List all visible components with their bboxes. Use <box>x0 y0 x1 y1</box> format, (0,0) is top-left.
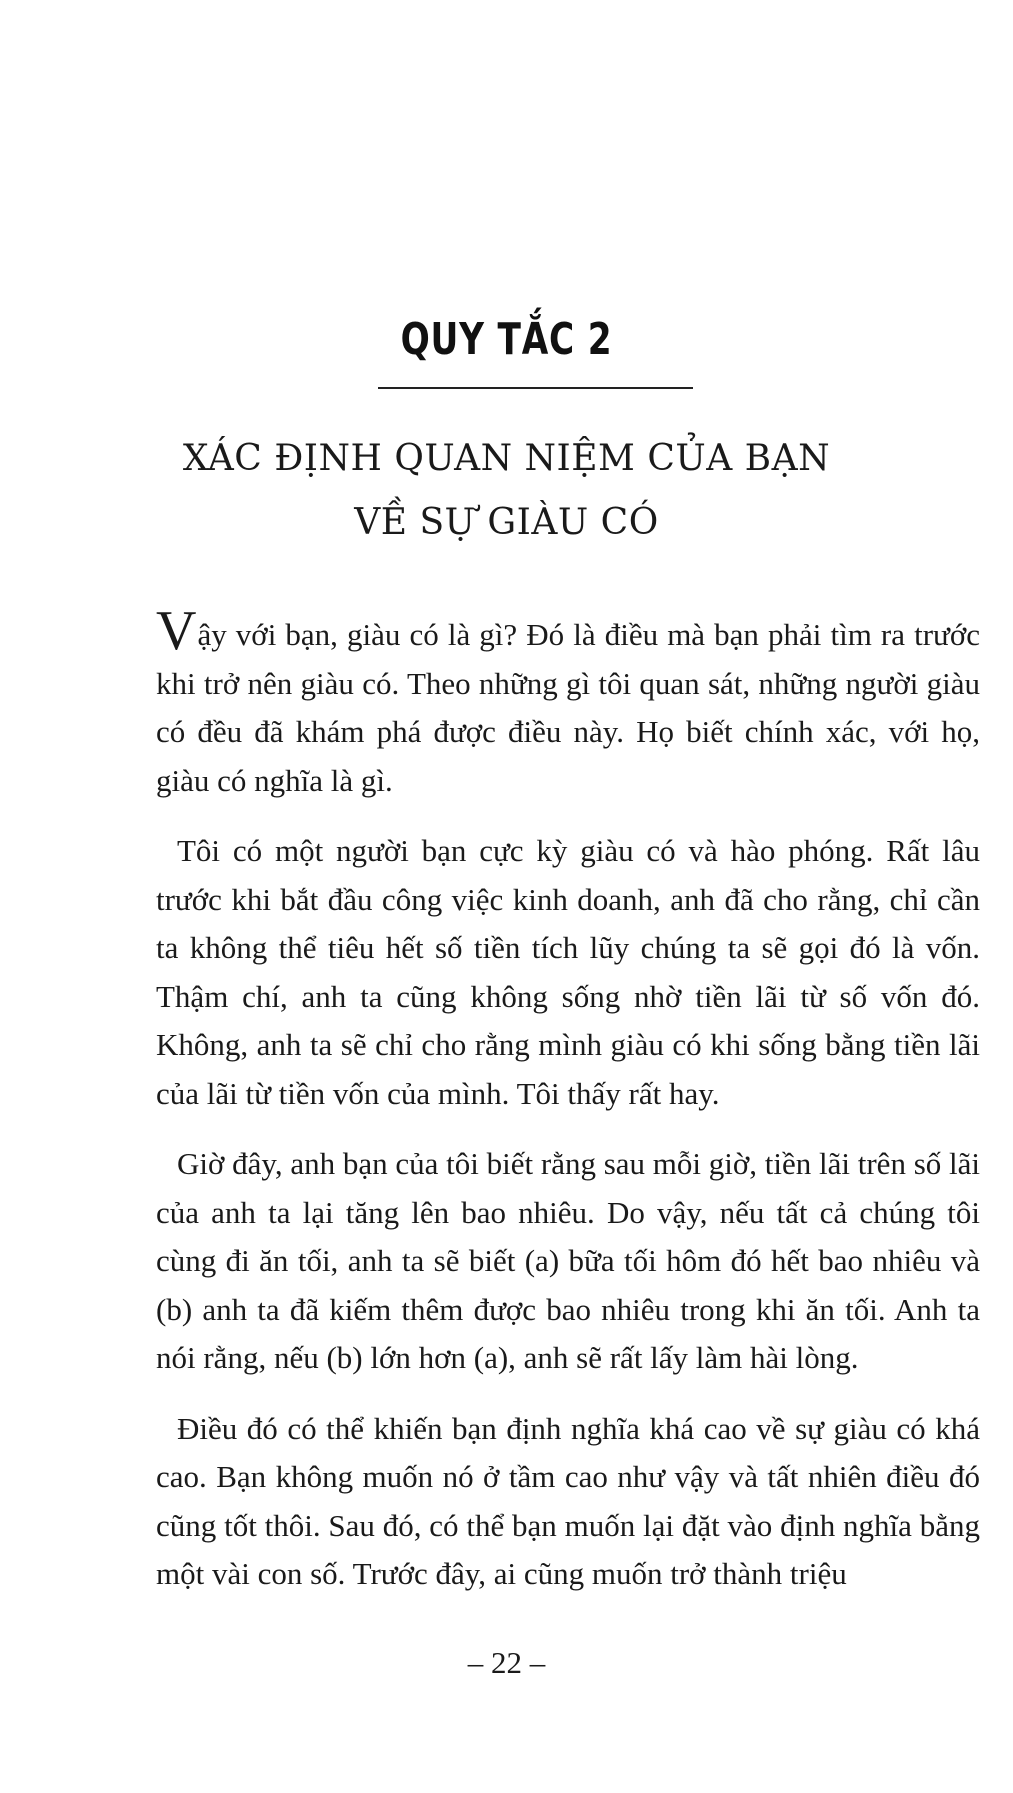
paragraph-1 <box>156 600 980 805</box>
drop-cap: V <box>156 600 197 662</box>
paragraph-1-text: ậy với bạn, giàu có là gì? Đó là điều mà bạn phải tìm ra trước khi trở nên giàu có. Theo những gì tôi quan sát, những người giàu có đều đã khám phá được điều này. Họ biết chính xác, với họ, giàu có nghĩa là gì. <box>156 617 980 798</box>
body-text <box>156 600 980 1621</box>
paragraph-2: Tôi có một người bạn cực kỳ giàu có và hào phóng. Rất lâu trước khi bắt đầu công việc kinh doanh, anh đã cho rằng, chỉ cần ta không thể tiêu hết số tiền tích lũy chúng ta sẽ gọi đó là vốn. Thậm chí, anh ta cũng không sống nhờ tiền lãi từ số vốn đó. Không, anh ta sẽ chỉ cho rằng mình giàu có khi sống bằng tiền lãi của lãi từ tiền vốn của mình. Tôi thấy rất hay. <box>156 833 980 1111</box>
chapter-title-line-2: VỀ SỰ GIÀU CÓ <box>354 502 659 543</box>
page-number: – 22 – <box>467 1645 546 1680</box>
chapter-title-line-1: XÁC ĐỊNH QUAN NIỆM CỦA BẠN <box>182 438 831 479</box>
paragraph-4: Điều đó có thể khiến bạn định nghĩa khá cao về sự giàu có khá cao. Bạn không muốn nó ở tầm cao như vậy và tất nhiên điều đó cũng tốt thôi. Sau đó, có thể bạn muốn lại đặt vào định nghĩa bằng một vài con số. Trước đây, ai cũng muốn trở thành triệu <box>156 1410 980 1591</box>
rule-heading: QUY TẮC 2 <box>400 314 613 365</box>
heading-divider <box>378 387 693 389</box>
paragraph-3: Giờ đây, anh bạn của tôi biết rằng sau mỗi giờ, tiền lãi trên số lãi của anh ta lại tăng lên bao nhiêu. Do vậy, nếu tất cả chúng tôi cùng đi ăn tối, anh ta sẽ biết (a) bữa tối hôm đó hết bao nhiêu và (b) anh ta đã kiếm thêm được bao nhiêu trong khi ăn tối. Anh ta nói rằng, nếu (b) lớn hơn (a), anh sẽ rất lấy làm hài lòng. <box>156 1146 980 1375</box>
chapter-title <box>0 427 1013 555</box>
